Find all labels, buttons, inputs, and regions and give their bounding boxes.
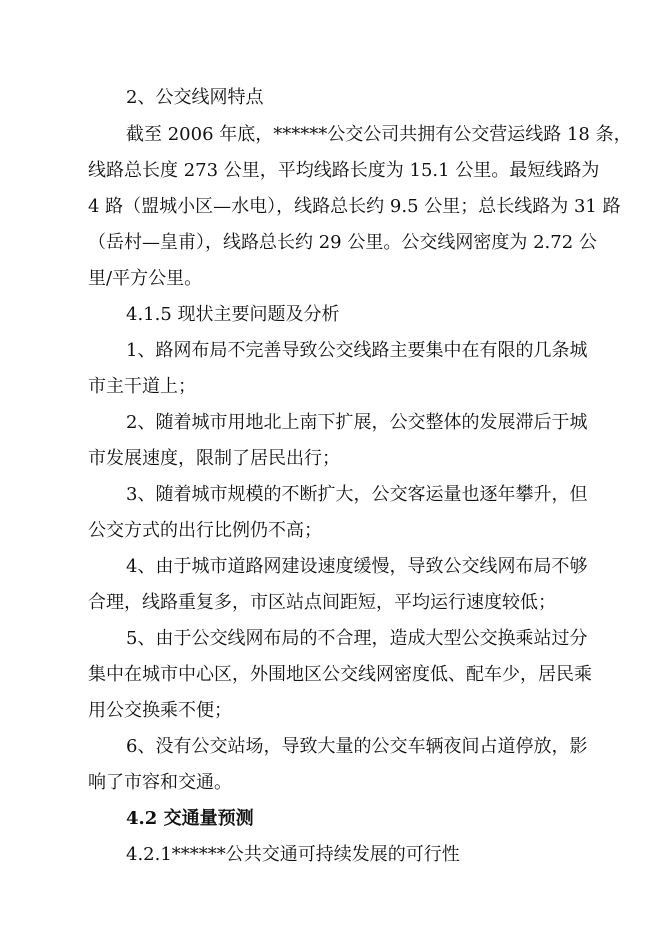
issue-item-4: 4、由于城市道路网建设速度缓慢，导致公交线网布局不够 [126,556,588,577]
issue-item-5-cont: 用公交换乘不便； [88,700,232,721]
paragraph-line: （岳村—皇甫），线路总长约 29 公里。公交线网密度为 2.72 公 [88,232,597,253]
issue-item-4-cont: 合理，线路重复多，市区站点间距短，平均运行速度较低； [88,592,556,613]
issue-item-5-cont: 集中在城市中心区，外围地区公交线网密度低、配车少，居民乘 [88,664,592,685]
paragraph-line: 4 路（盟城小区—水电），线路总长约 9.5 公里；总长线路为 31 路 [88,196,621,217]
section-heading-4-1-5: 4.1.5 现状主要问题及分析 [126,304,340,325]
issue-item-1: 1、路网布局不完善导致公交线路主要集中在有限的几条城 [126,340,588,361]
issue-item-2: 2、随着城市用地北上南下扩展，公交整体的发展滞后于城 [126,412,588,433]
paragraph-line: 线路总长度 273 公里，平均线路长度为 15.1 公里。最短线路为 [88,160,600,181]
section-heading-4-2-1: 4.2.1******公共交通可持续发展的可行性 [126,844,460,865]
issue-item-3-cont: 公交方式的出行比例仍不高； [88,520,322,541]
issue-item-5: 5、由于公交线网布局的不合理，造成大型公交换乘站过分 [126,628,588,649]
issue-item-3: 3、随着城市规模的不断扩大，公交客运量也逐年攀升，但 [126,484,588,505]
paragraph-line: 里/平方公里。 [88,268,203,289]
issue-item-6-cont: 响了市容和交通。 [88,772,232,793]
issue-item-1-cont: 市主干道上； [88,376,196,397]
paragraph-line: 截至 2006 年底，******公交公司共拥有公交营运线路 18 条， [126,124,632,145]
issue-item-2-cont: 市发展速度，限制了居民出行； [88,448,340,469]
subheading-network-features: 2、公交线网特点 [126,87,264,108]
issue-item-6: 6、没有公交站场，导致大量的公交车辆夜间占道停放，影 [126,736,588,757]
section-heading-4-2: 4.2 交通量预测 [126,808,254,829]
